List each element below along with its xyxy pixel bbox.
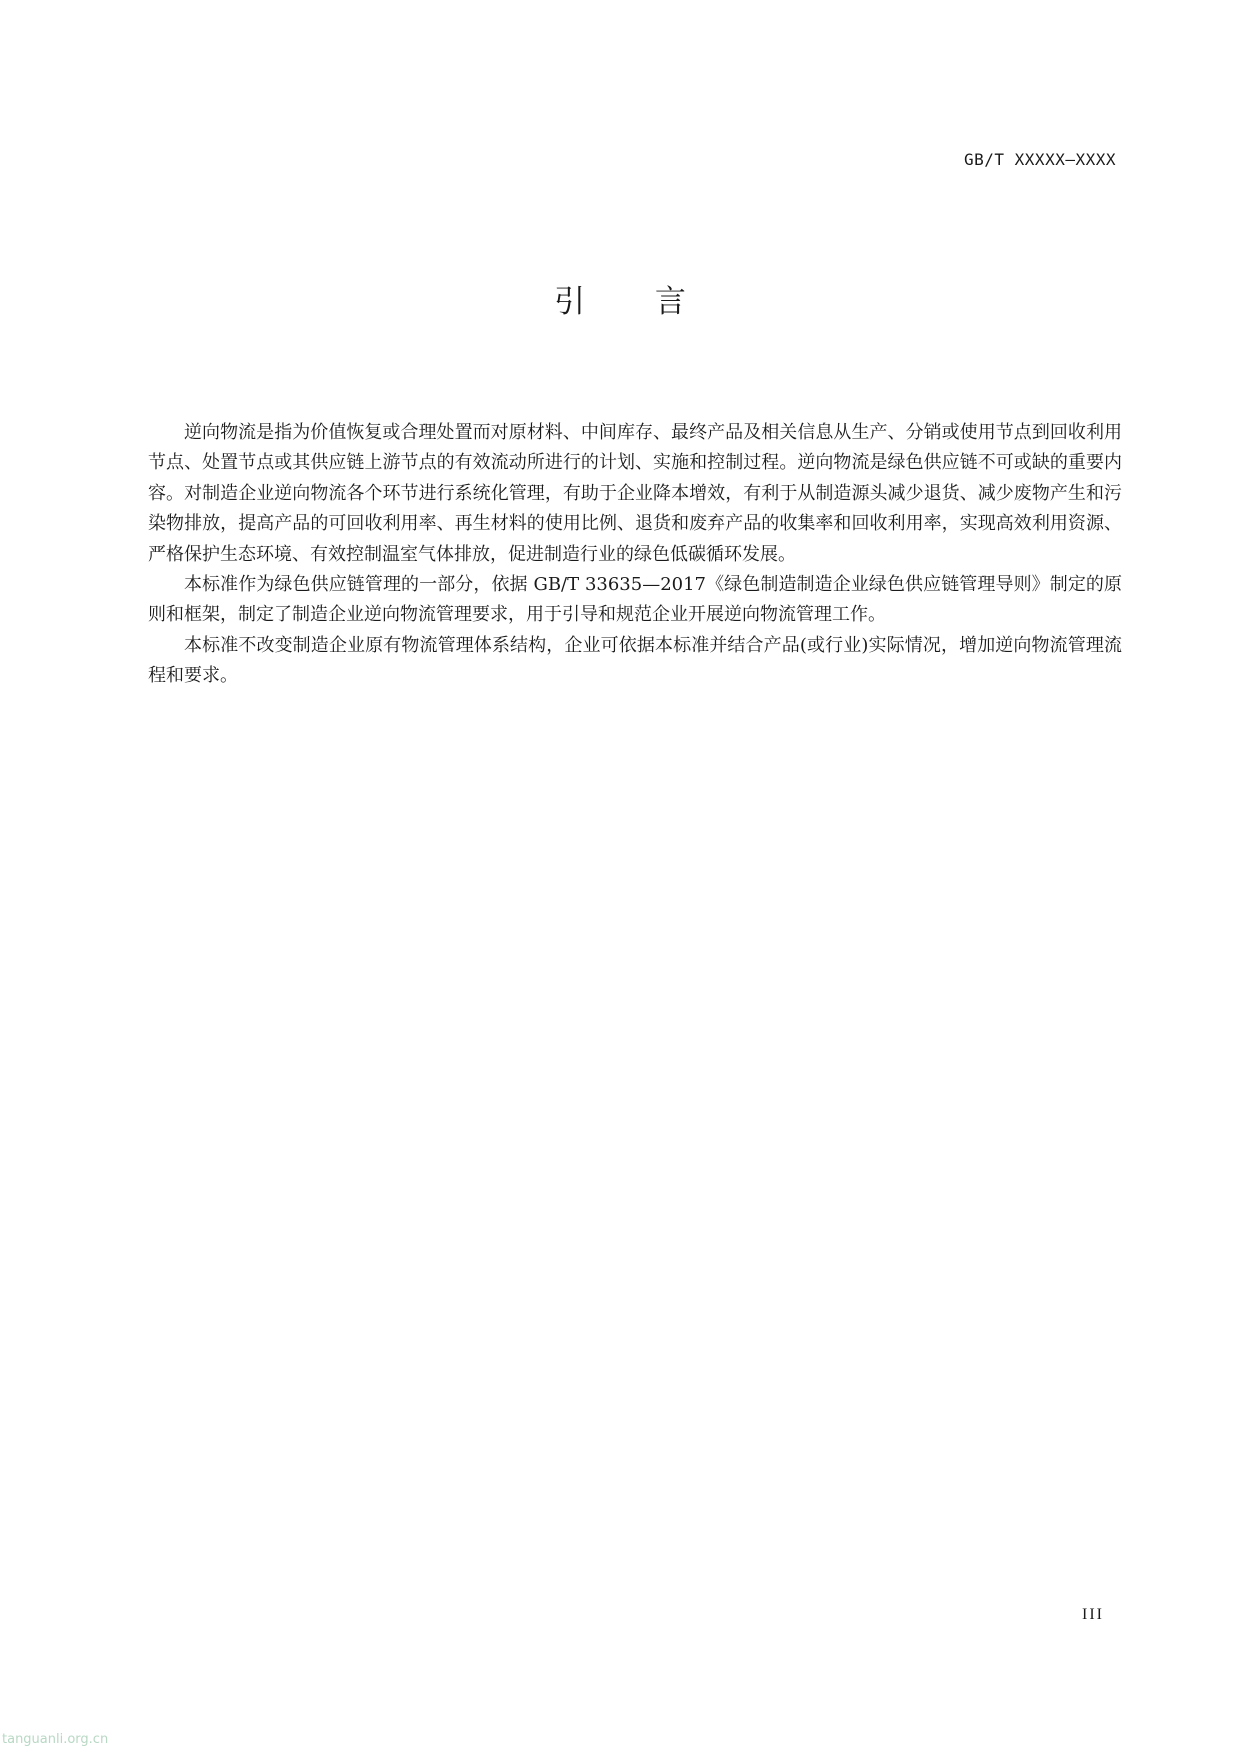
page-number: III <box>1082 1606 1104 1623</box>
watermark: tanguanli.org.cn <box>2 1732 109 1747</box>
paragraph: 本标准作为绿色供应链管理的一部分，依据 GB/T 33635—2017《绿色制造制造企业绿色供应链管理导则》制定的原则和框架，制定了制造企业逆向物流管理要求，用于引导和规范企业开展逆向物流管理工作。 <box>148 574 1122 626</box>
paragraph: 本标准不改变制造企业原有物流管理体系结构，企业可依据本标准并结合产品(或行业)实际情况，增加逆向物流管理流程和要求。 <box>148 634 1122 687</box>
page-title: 引 言 <box>554 284 716 320</box>
paragraph: 逆向物流是指为价值恢复或合理处置而对原材料、中间库存、最终产品及相关信息从生产、分销或使用节点到回收利用节点、处置节点或其供应链上游节点的有效流动所进行的计划、实施和控制过程。逆向物流是绿色供应链不可或缺的重要内容。对制造企业逆向物流各个环节进行系统化管理，有助于企业降本增效，有利于从制造源头减少退货、减少废物产生和污染物排放，提高产品的可回收利用率、再生材料的使用比例、退货和废弃产品的收集率和回收利用率，实现高效利用资源、严格保护生态环境、有效控制温室气体排放，促进制造行业的绿色低碳循环发展。 <box>148 422 1122 565</box>
standard-code: GB/T XXXXX—XXXX <box>964 150 1116 169</box>
document-body <box>148 418 1122 692</box>
